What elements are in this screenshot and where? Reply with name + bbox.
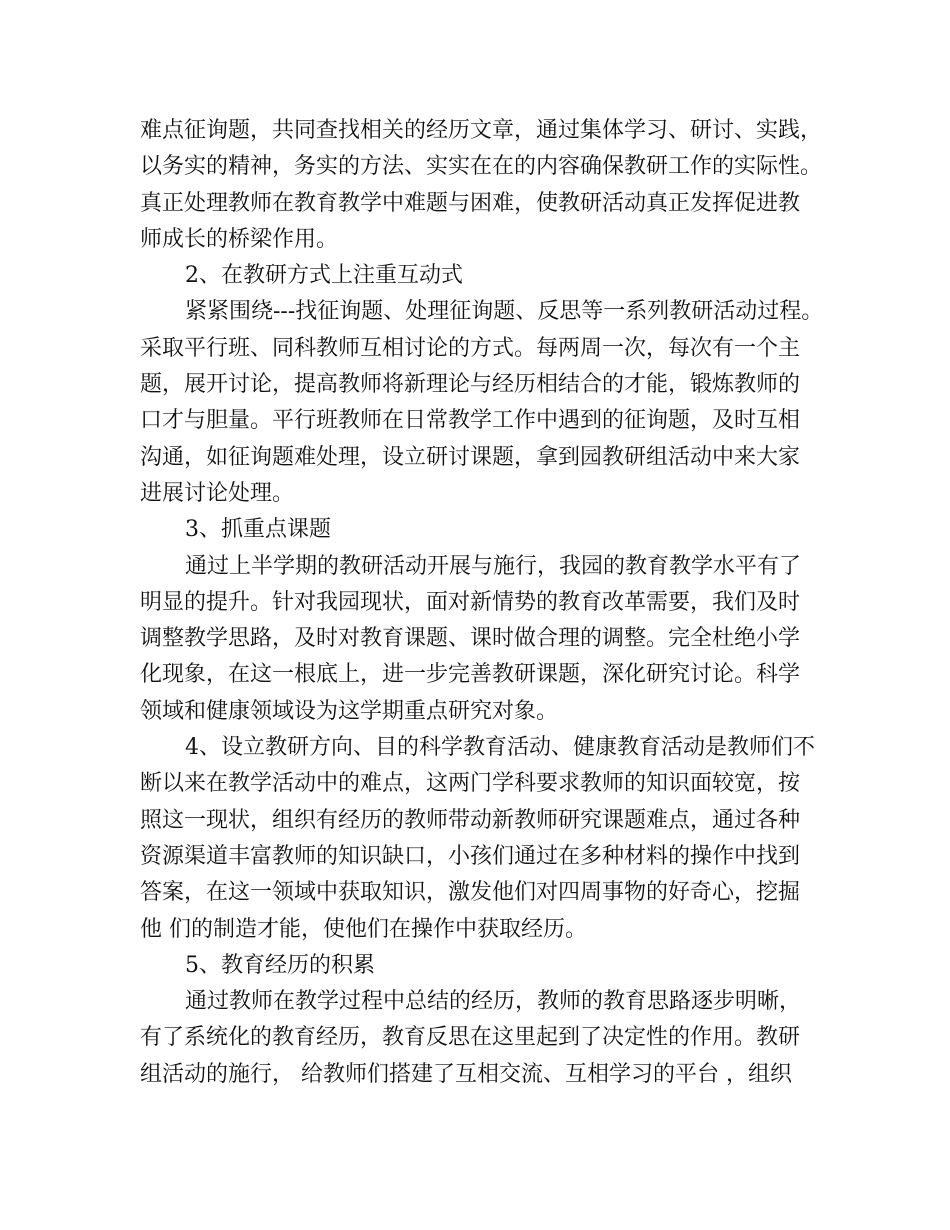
text-line: 口才与胆量。平行班教师在日常教学工作中遇到的征询题，及时互相 bbox=[140, 408, 801, 434]
text-line: 进展讨论处理。 bbox=[140, 480, 295, 506]
text-line: 照这一现状，组织有经历的教师带动新教师研究课题难点，通过各种 bbox=[140, 807, 801, 833]
text-line: 通过上半学期的教研活动开展与施行，我园的教育教学水平有了 bbox=[185, 553, 802, 579]
text-line: 沟通，如征询题难处理，设立研讨课题，拿到园教研组活动中来大家 bbox=[140, 444, 801, 470]
text-line: 题，展开讨论，提高教师将新理论与经历相结合的才能，锻炼教师的 bbox=[140, 372, 801, 398]
text-line: 有了系统化的教育经历，教育反思在这里起到了决定性的作用。教研 bbox=[140, 1025, 801, 1051]
document-body bbox=[140, 113, 840, 1093]
text-line: 采取平行班、同科教师互相讨论的方式。每两周一次，每次有一个主 bbox=[140, 335, 801, 361]
text-line: 难点征询题，共同查找相关的经历文章，通过集体学习、研讨、实践， bbox=[140, 118, 823, 143]
text-line: 通过教师在教学过程中总结的经历，教师的教育思路逐步明晰， bbox=[185, 989, 802, 1015]
text-line: 2、在教研方式上注重互动式 bbox=[185, 263, 463, 289]
text-line: 以务实的精神，务实的方法、实实在在的内容确保教研工作的实际性。 bbox=[140, 154, 823, 180]
text-line: 师成长的桥梁作用。 bbox=[140, 226, 339, 252]
text-line: 答案，在这一领域中获取知识，激发他们对四周事物的好奇心，挖掘 bbox=[140, 880, 801, 906]
text-line: 紧紧围绕---找征询题、处理征询题、反思等一系列教研活动过程。 bbox=[185, 299, 824, 325]
text-line: 调整教学思路，及时对教育课题、课时做合理的调整。完全杜绝小学 bbox=[140, 626, 801, 652]
text-line: 化现象，在这一根底上，进一步完善教研课题，深化研究讨论。科学 bbox=[140, 662, 801, 688]
text-line: 5、教育经历的积累 bbox=[185, 952, 375, 978]
text-line: 4、设立教研方向、目的科学教育活动、健康教育活动是教师们不 bbox=[185, 735, 815, 761]
text-line: 真正处理教师在教育教学中难题与困难，使教研活动真正发挥促进教 bbox=[140, 190, 801, 216]
text-line: 他 们的制造才能，使他们在操作中获取经历。 bbox=[140, 916, 587, 942]
text-line: 领域和健康领域设为这学期重点研究对象。 bbox=[140, 698, 559, 724]
text-line: 资源渠道丰富教师的知识缺口，小孩们通过在多种材料的操作中找到 bbox=[140, 843, 801, 869]
text-line: 断以来在教学活动中的难点，这两门学科要求教师的知识面较宽，按 bbox=[140, 771, 801, 797]
text-line: 3、抓重点课题 bbox=[185, 517, 331, 543]
text-line: 组活动的施行， 给教师们搭建了互相交流、互相学习的平台 ，组织 bbox=[140, 1061, 792, 1087]
text-line: 明显的提升。针对我园现状，面对新情势的教育改革需要，我们及时 bbox=[140, 589, 801, 615]
